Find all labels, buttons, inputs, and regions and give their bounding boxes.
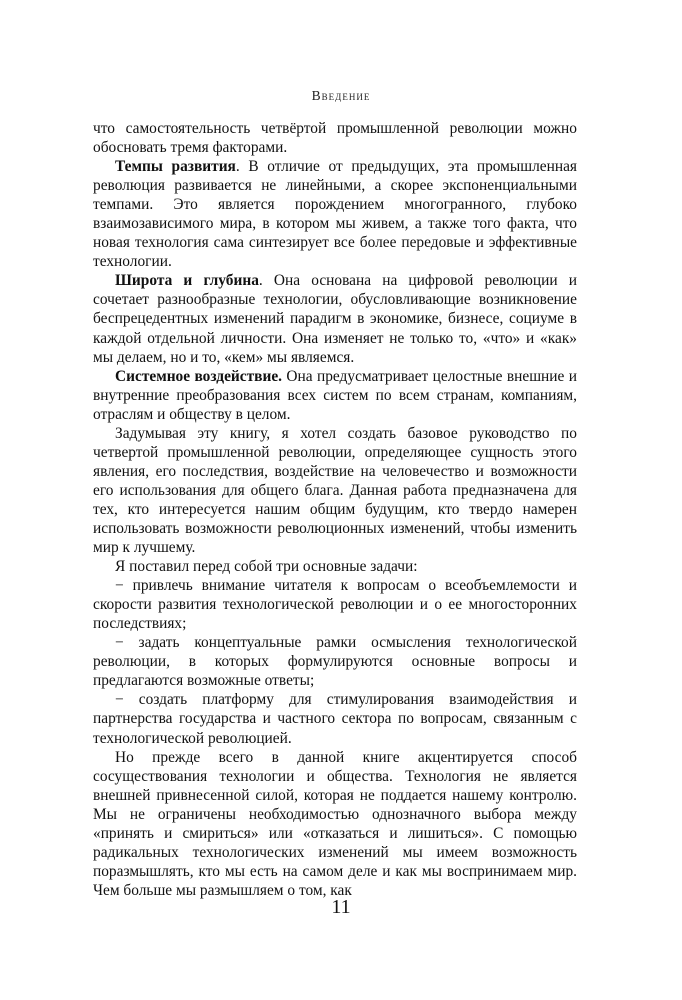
paragraph xyxy=(93,119,577,157)
paragraph-text: Я поставил перед собой три основные задачи: xyxy=(115,558,418,576)
paragraph xyxy=(93,557,577,576)
paragraph xyxy=(93,367,577,424)
list-item xyxy=(93,633,577,690)
paragraph-lead: Широта и глубина xyxy=(115,272,259,290)
paragraph-text: Задумывая эту книгу, я хотел создать базовое руководство по четвертой промышленной революции, определяющее сущность этого явления, его последствия, воздействие на человечество и возможности его использования для общего блага. Данная работа предназначена для тех, кто интересуется нашим общим будущим, кто твердо намерен использовать возможности революционных изменений, чтобы изменить мир к лучшему. xyxy=(93,424,577,557)
paragraph xyxy=(93,271,577,366)
running-title: Введение xyxy=(311,88,371,103)
paragraph-text: . В отличие от предыдущих, эта промышленная революция развивается не линейными, а скорее экспоненциальными темпами. Это является порождением многогранного, глубоко взаимозависимого мира, в котором мы живем, а также того факта, что новая технология сама синтезирует все более передовые и эффективные технологии. xyxy=(93,158,577,271)
list-item-text: − привлечь внимание читателя к вопросам о всеобъемлемости и скорости развития технологической революции и о ее многосторонних последствиях; xyxy=(93,577,577,633)
list-item xyxy=(93,690,577,747)
list-item xyxy=(93,576,577,633)
paragraph-text: что самостоятельность четвёртой промышленной революции можно обосновать тремя факторами. xyxy=(93,120,577,157)
paragraph-lead: Системное воздействие. xyxy=(115,367,283,385)
paragraph xyxy=(93,748,577,900)
list-item-text: − задать концептуальные рамки осмысления технологической революции, в которых формулируются основные вопросы и предлагаются возможные ответы; xyxy=(93,634,577,690)
list-item-text: − создать платформу для стимулирования взаимодействия и партнерства государства и частного сектора по вопросам, связанным с технологической революцией. xyxy=(93,691,577,747)
paragraph-text: Она предусматривает целостные внешние и внутренние преобразования всех систем по всем странам, компаниям, отраслям и обществу в целом. xyxy=(93,367,577,423)
paragraph-text: Но прежде всего в данной книге акцентируется способ сосуществования технологии и общества. Технология не является внешней привнесенной силой, которая не поддается нашему контролю. Мы не ограничены необходимостью однозначного выбора между «принять и смириться» или «отказаться и лишиться». С помощью радикальных технологических изменений мы имеем возможность поразмышлять, кто мы есть на самом деле и как мы воспринимаем мир. Чем больше мы размышляем о том, как xyxy=(93,748,577,899)
paragraph xyxy=(93,157,577,271)
paragraph xyxy=(93,424,577,557)
paragraph-lead: Темпы развития xyxy=(115,158,236,176)
paragraph-text: . Она основана на цифровой революции и сочетает разнообразные технологии, обусловливающие возникновение беспрецедентных изменений парадигм в экономике, бизнесе, социуме в каждой отдельной личности. Она изменяет не только то, «что» и «как» мы делаем, но и то, «кем» мы являемся. xyxy=(93,272,577,366)
body-text xyxy=(93,119,577,900)
page-number: 11 xyxy=(331,896,351,918)
